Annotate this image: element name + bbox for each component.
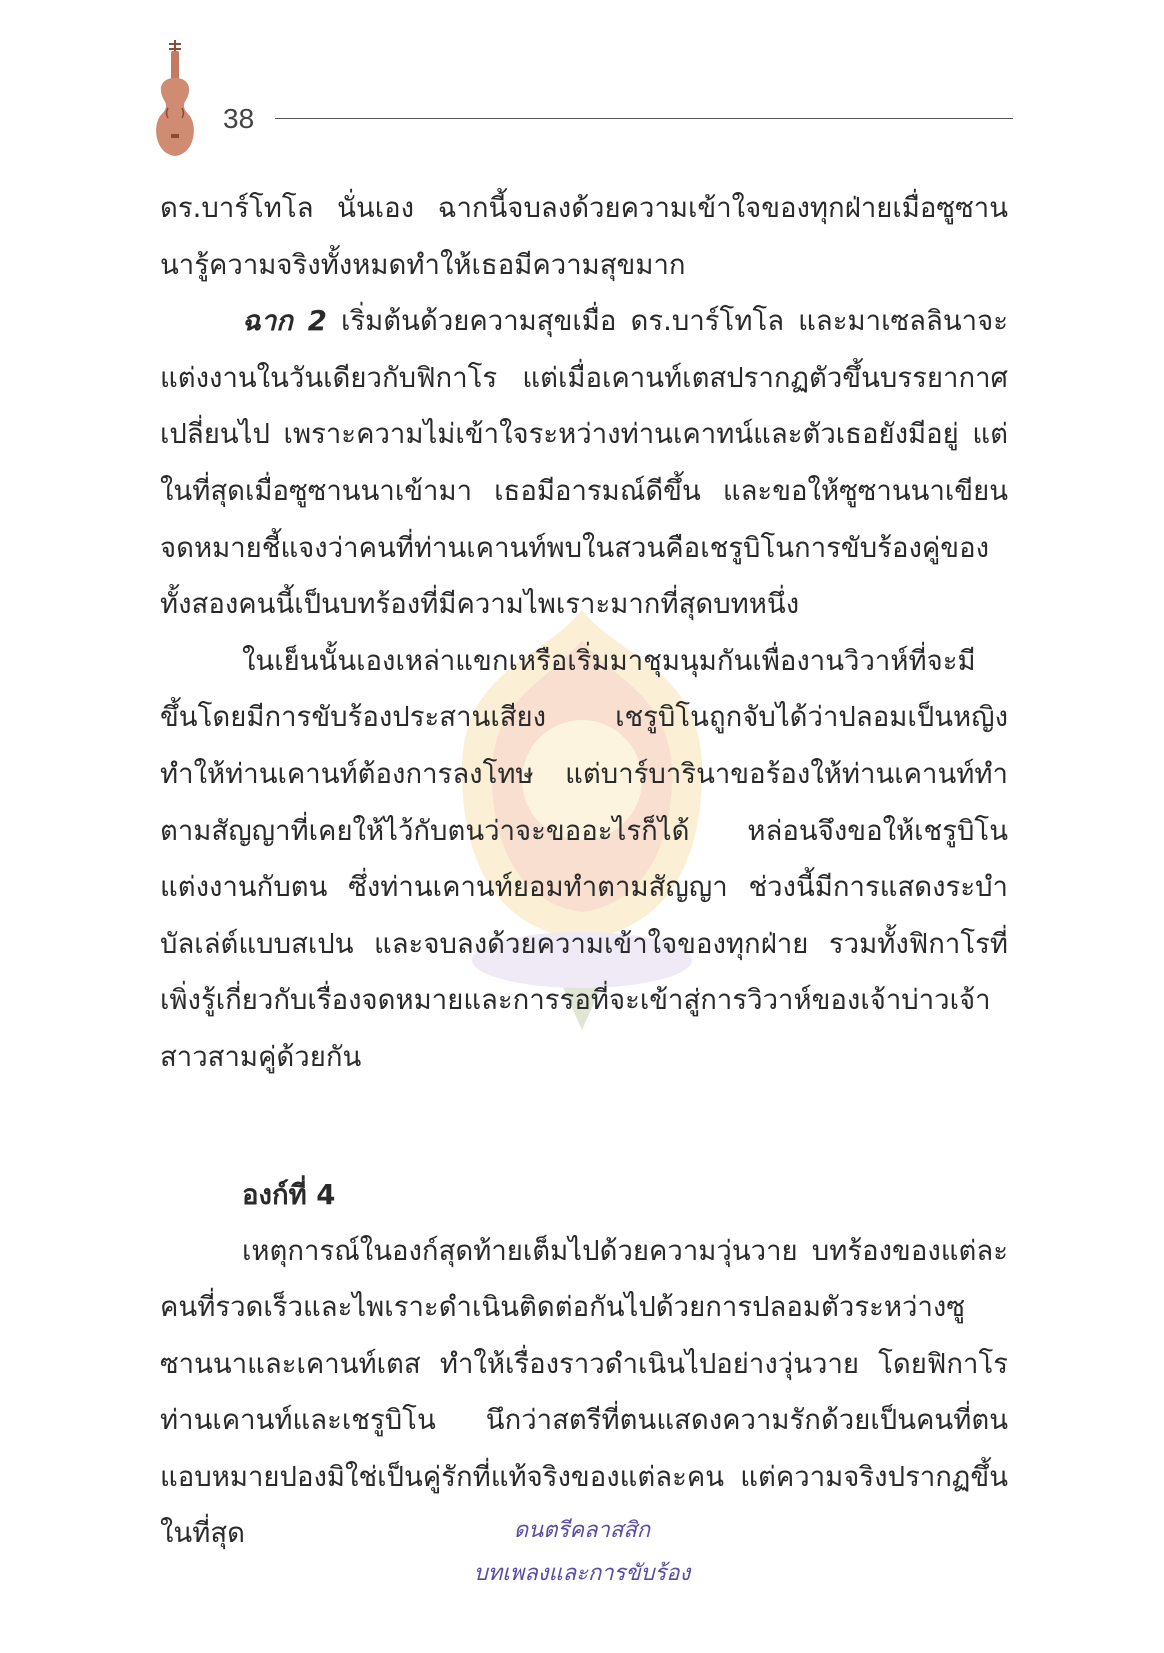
- paragraph-scene-2: [160, 293, 1008, 633]
- footer-book-title: ดนตรีคลาสสิก: [513, 1518, 651, 1543]
- page-body: [160, 180, 1008, 1562]
- scene-label: ฉาก 2: [242, 305, 327, 338]
- header-rule: [275, 118, 1013, 119]
- paragraph-text: เริ่มต้นด้วยความสุขเมื่อ ดร.บาร์โทโล และมาเซลลินาจะแต่งงานในวันเดียวกับฟิกาโร แต่เมื่อเคานท์เตสปรากฏตัวขึ้นบรรยากาศเปลี่ยนไป เพราะความไม่เข้าใจระหว่างท่านเคาทน์และตัวเธอยังมีอยู่ แต่ในที่สุดเมื่อซูซานนาเข้ามา เธอมีอารมณ์ดีขึ้น และขอให้ซูซานนาเขียนจดหมายชี้แจงว่าคนที่ท่านเคานท์พบในสวนคือเชรูบิโนการขับร้องคู่ของทั้งสองคนนี้เป็นบทร้องที่มีความไพเราะมากที่สุดบทหนึ่ง: [160, 305, 1008, 621]
- paragraph-continuation: ดร.บาร์โทโล นั่นเอง ฉากนี้จบลงด้วยความเข้าใจของทุกฝ่ายเมื่อซูซานนารู้ความจริงทั้งหมดทำให้เธอมีความสุขมาก: [160, 192, 1008, 281]
- violin-icon: [152, 38, 198, 162]
- paragraph-evening: ในเย็นนั้นเองเหล่าแขกเหรือเริ่มมาชุมนุมกันเพื่องานวิวาห์ที่จะมีขึ้นโดยมีการขับร้องประสานเสียง เชรูบิโนถูกจับได้ว่าปลอมเป็นหญิง ทำให้ท่านเคานท์ต้องการลงโทษ แต่บาร์บารินาขอร้องให้ท่านเคานท์ทำตามสัญญาที่เคยให้ไว้กับตนว่าจะขออะไรก็ได้ หล่อนจึงขอให้เชรูบิโนแต่งงานกับตน ซึ่งท่านเคานท์ยอมทำตามสัญญา ช่วงนี้มีการแสดงระบำบัลเล่ต์แบบสเปน และจบลงด้วยความเข้าใจของทุกฝ่าย รวมทั้งฟิกาโรที่เพิ่งรู้เกี่ยวกับเรื่องจดหมายและการรอที่จะเข้าสู่การวิวาห์ของเจ้าบ่าวเจ้าสาวสามคู่ด้วยกัน: [160, 644, 1008, 1073]
- paragraph-act-4: เหตุการณ์ในองก์สุดท้ายเต็มไปด้วยความวุ่นวาย บทร้องของแต่ละคนที่รวดเร็วและไพเราะดำเนินติดต่อกันไปด้วยการปลอมตัวระหว่างซูซานนาและเคานท์เตส ทำให้เรื่องราวดำเนินไปอย่างวุ่นวาย โดยฟิกาโร ท่านเคานท์และเชรูบิโน นึกว่าสตรีที่ตนแสดงความรักด้วยเป็นคนที่ตนแอบหมายปองมิใช่เป็นคู่รักที่แท้จริงของแต่ละคน แต่ความจริงปรากฏขึ้นในที่สุด: [160, 1234, 1008, 1550]
- page-number: 38: [223, 103, 255, 134]
- footer-subtitle: บทเพลงและการขับร้อง: [473, 1561, 691, 1586]
- section-heading: องก์ที่ 4: [242, 1178, 336, 1211]
